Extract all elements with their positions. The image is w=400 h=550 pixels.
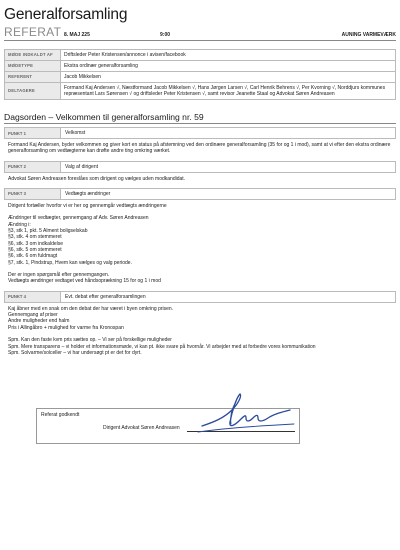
agenda-item [4, 127, 396, 158]
agenda-item-line: Ændring i: [8, 221, 31, 228]
agenda-items [4, 127, 396, 359]
agenda-item-line: Gennemgang af priser [8, 312, 58, 319]
meta-row-minutes-taker [5, 72, 396, 83]
document-type: REFERAT [4, 25, 62, 39]
agenda-item-number: PUNKT 4 [5, 292, 61, 302]
agenda-item-header [4, 291, 396, 303]
meta-label: REFERENT [5, 72, 61, 83]
agenda-item [4, 291, 396, 359]
agenda-item-number: PUNKT 3 [5, 189, 61, 199]
meeting-date: 8. MAJ 225 [64, 32, 90, 38]
agenda-heading: Dagsorden – Velkommen til generalforsamling nr. 59 [4, 112, 396, 124]
agenda-item [4, 188, 396, 288]
agenda-item-line: Kaj åbner med en snak om den debat der har været i byen omkring prisen. [8, 305, 174, 312]
agenda-item-header [4, 188, 396, 200]
agenda-item-line: §6, stk. 3 om indkaldelse [8, 240, 64, 247]
agenda-item-line: §7, stk. 1, Pindstrup, Hvem kan vælges og valg periode. [8, 259, 132, 266]
agenda-item-line: §3, stk 1, pkt. 5 Alment boligselskab [8, 228, 88, 235]
meta-row-meeting-type [5, 61, 396, 72]
agenda-item-body [4, 173, 396, 185]
meta-value: Formand Kaj Andersen √, Næstformand Jacob Mikkelsen √, Hans Jørgen Larsen √, Carl Henrik Behrens √, Per Kvorning √, Norddjurs kommunes repræsentant Lars Sørensen √ og driftsleder Peter Kristensen √, samt revisor Jeanette Staal og Advokat Søren Andreasen [61, 83, 396, 100]
document-page [4, 6, 396, 359]
meta-label: DELTAGERE [5, 83, 61, 100]
agenda-item-number: PUNKT 1 [5, 128, 61, 138]
meeting-info-table [4, 49, 396, 100]
agenda-item-line: §6, stk. 5 om stemmeret [8, 246, 62, 253]
agenda-item-title: Velkomst [65, 130, 86, 136]
agenda-item-line: §3, stk. 4 om stemmeret [8, 234, 62, 241]
agenda-item-body [4, 303, 396, 359]
agenda-item-header [4, 161, 396, 173]
agenda-item-line: Pris i Allingåbro + mulighed for varme fra Kronospan [8, 324, 124, 331]
agenda-item-body [4, 139, 396, 158]
meta-label: MØDE INDKALDT AF [5, 50, 61, 61]
agenda-item-number: PUNKT 2 [5, 162, 61, 172]
agenda-item-line: Spm. Mere transparens – vi holder et informationsmøde, vi kan pt. ikke svare på hvornår. Vi arbejder med at forbedre vores kommunikation [8, 343, 316, 350]
agenda-item-title: Evt. debat efter generalforsamlingen [65, 293, 146, 300]
agenda-item-line: §6, stk. 6 om fuldmagt [8, 253, 58, 260]
approval-label: Referat godkendt [41, 412, 80, 418]
agenda-item-title: Vedtægts ændringer [65, 190, 111, 197]
agenda-item-body [4, 200, 396, 288]
meta-label: MØDETYPE [5, 61, 61, 72]
handwritten-signature [196, 392, 296, 438]
header-row [4, 25, 396, 41]
meta-row-participants [5, 83, 396, 100]
meta-value: Jacob Mikkelsen [61, 72, 396, 83]
agenda-item-title: Valg af dirigent [65, 163, 98, 170]
signatory-name: Dirigent Advokat Søren Andreasen [103, 425, 180, 431]
agenda-item-header [4, 127, 396, 139]
meeting-time: 9:00 [160, 32, 171, 38]
meeting-location: AUNING VARMEVÆRK [341, 32, 396, 38]
agenda-item-line: Vedtægts ændringer vedtaget ved håndsoprækning 15 for og 1 i mod [8, 278, 161, 285]
document-title: Generalforsamling [4, 6, 128, 23]
agenda-item-line: Spm. Solvarme/solceller – vi har undersøgt pt er det for dyrt. [8, 349, 142, 356]
meta-row-convened-by [5, 50, 396, 61]
agenda-item-line: Dirigent fortæller hvorfor vi er her og gennemgår vedtægts ændringerne [8, 202, 167, 209]
agenda-item-line: Andre muligheder end halm [8, 318, 70, 325]
agenda-item-line: Formand Kaj Andersen, byder velkommen og giver kort en status på afstemning ved den ordinære generalforsamling (35 for og 1 i mod), samt at vi efter den ekstra ordinære generalforsamling om vedtægterne kan drøfte andre ting omkring værket. [8, 142, 391, 155]
agenda-item-line: Spm. Kan den faste kvm pris sættes op. – Vi ser på forskellige muligheder [8, 337, 172, 344]
agenda-item [4, 161, 396, 185]
agenda-item-line: Der er ingen spørgsmål efter gennemgangen. [8, 272, 110, 279]
agenda-item-line: Ændringer til vedtægter, gennemgang af Adv. Søren Andreasen [8, 215, 149, 222]
meta-value: Ekstra ordinær generalforsamling [61, 61, 396, 72]
agenda-item-line: Advokat Søren Andreasen foreslåes som dirigent og vælges uden modkandidat. [8, 175, 186, 182]
meta-value: Driftsleder Peter Kristensen/annonce i avisen/facebook [61, 50, 396, 61]
